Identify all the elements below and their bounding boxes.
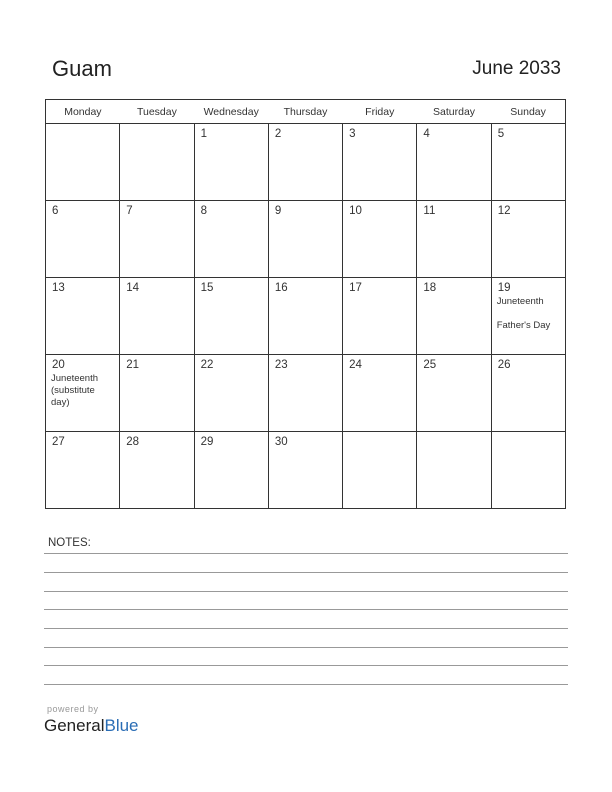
day-cell	[343, 201, 417, 278]
day-number: 15	[200, 282, 214, 294]
day-cell	[268, 432, 342, 509]
day-number: 30	[274, 436, 288, 448]
week-row	[46, 355, 566, 432]
day-cell	[417, 432, 491, 509]
day-cell	[120, 278, 194, 355]
day-number: 17	[349, 282, 362, 294]
day-cell	[417, 124, 491, 201]
day-cell	[417, 201, 491, 278]
day-number: 6	[52, 205, 59, 217]
notes-line	[44, 572, 568, 573]
weekday-header: Tuesday	[120, 100, 194, 124]
day-number: 4	[423, 128, 430, 140]
holiday-label: day)	[51, 397, 70, 408]
calendar-grid	[45, 99, 566, 509]
month-title: June 2033	[472, 58, 561, 79]
notes-line	[44, 591, 568, 592]
day-cell	[343, 432, 417, 509]
brand-general: General	[44, 716, 105, 735]
week-row	[46, 124, 566, 201]
day-cell	[194, 432, 268, 509]
day-cell	[46, 124, 120, 201]
weekday-header: Wednesday	[194, 100, 268, 124]
day-cell	[46, 355, 120, 432]
day-cell	[120, 124, 194, 201]
day-number: 2	[274, 128, 282, 140]
notes-line	[44, 647, 568, 648]
weekday-header: Sunday	[491, 100, 565, 124]
holiday-label: (substitute	[51, 385, 95, 396]
day-cell	[491, 432, 565, 509]
day-number: 28	[126, 436, 140, 448]
day-number: 8	[200, 205, 207, 217]
day-cell	[268, 355, 342, 432]
day-number: 25	[423, 359, 437, 371]
notes-line	[44, 609, 568, 610]
week-row	[46, 432, 566, 509]
day-number: 16	[274, 282, 288, 294]
brand-logo	[44, 716, 139, 736]
day-number: 20	[52, 359, 65, 371]
day-number: 26	[497, 359, 511, 371]
day-cell	[194, 355, 268, 432]
day-number: 21	[126, 359, 140, 371]
notes-line	[44, 628, 568, 629]
day-cell	[120, 432, 194, 509]
notes-line	[44, 665, 568, 666]
day-cell	[194, 201, 268, 278]
week-row	[46, 201, 566, 278]
day-cell	[491, 201, 565, 278]
day-number: 29	[200, 436, 214, 448]
region-title: Guam	[52, 56, 112, 81]
day-number: 3	[349, 128, 356, 140]
weekday-header: Monday	[46, 100, 120, 124]
brand-blue: Blue	[104, 716, 139, 735]
powered-by-text: powered by	[47, 704, 99, 714]
day-number: 27	[52, 436, 65, 448]
day-cell	[46, 432, 120, 509]
holiday-label: Juneteenth	[51, 373, 99, 384]
day-number: 7	[126, 205, 133, 217]
day-number: 5	[497, 128, 505, 140]
day-cell	[343, 355, 417, 432]
day-number: 22	[200, 359, 214, 371]
notes-line	[44, 553, 568, 554]
day-number: 9	[274, 205, 282, 217]
week-row	[46, 278, 566, 355]
day-cell	[417, 355, 491, 432]
day-cell	[268, 201, 342, 278]
day-number: 11	[423, 205, 436, 217]
notes-label: NOTES:	[48, 537, 91, 549]
day-cell	[46, 201, 120, 278]
weekday-header: Thursday	[268, 100, 342, 124]
holiday-label: Juneteenth	[496, 296, 544, 307]
day-cell	[417, 278, 491, 355]
day-cell	[491, 355, 565, 432]
day-cell	[194, 124, 268, 201]
day-number: 24	[349, 359, 362, 371]
holiday-label: Father's Day	[496, 320, 551, 331]
day-number: 14	[126, 282, 140, 294]
day-number: 1	[200, 128, 207, 140]
weekday-header: Saturday	[417, 100, 491, 124]
day-cell	[194, 278, 268, 355]
day-cell	[343, 278, 417, 355]
day-cell	[268, 124, 342, 201]
day-number: 18	[423, 282, 437, 294]
day-cell	[268, 278, 342, 355]
day-cell	[120, 355, 194, 432]
day-cell	[491, 278, 565, 355]
day-cell	[120, 201, 194, 278]
day-number: 10	[349, 205, 362, 217]
day-cell	[343, 124, 417, 201]
day-number: 12	[497, 205, 511, 217]
notes-line	[44, 684, 568, 685]
day-number: 13	[52, 282, 65, 294]
day-cell	[491, 124, 565, 201]
day-number: 19	[497, 282, 511, 294]
day-cell	[46, 278, 120, 355]
day-number: 23	[274, 359, 288, 371]
weekday-header: Friday	[343, 100, 417, 124]
